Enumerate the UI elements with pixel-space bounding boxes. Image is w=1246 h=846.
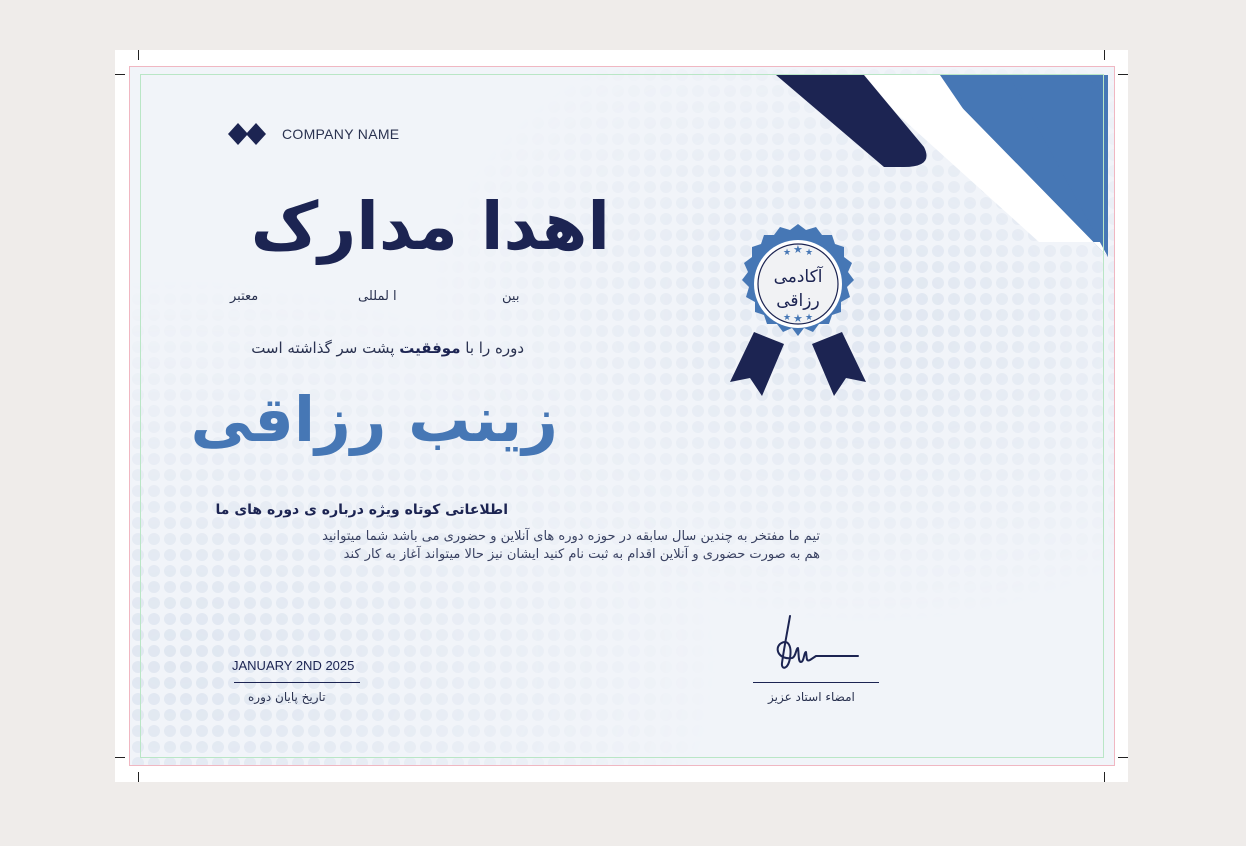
award-ribbon-icon <box>726 222 870 402</box>
svg-text:★: ★ <box>793 312 803 325</box>
info-paragraph <box>228 528 820 564</box>
signature-label: امضاء استاد عزیز <box>768 690 855 704</box>
info-line: هم به صورت حضوری و آنلاین اقدام به ثبت نام کنید ایشان نیز حالا میتواند آغاز به کار کند <box>343 547 820 562</box>
info-heading: اطلاعاتی کوتاه ویژه درباره ی دوره های ما <box>215 502 508 518</box>
completion-statement <box>228 339 524 357</box>
crop-mark <box>115 74 125 75</box>
svg-text:★: ★ <box>783 248 792 258</box>
subtitle-word: معتبر <box>230 289 259 304</box>
company-header <box>228 121 399 147</box>
badge-line2: رزاقی <box>776 291 820 311</box>
completion-date: JANUARY 2ND 2025 <box>232 658 355 673</box>
crop-mark <box>1118 74 1128 75</box>
recipient-name: زینب رزاقی <box>190 383 558 456</box>
signature-underline <box>753 682 879 683</box>
certificate-title: اهدا مدارک <box>250 188 610 265</box>
crop-mark <box>115 757 125 758</box>
crop-mark <box>138 50 139 60</box>
svg-text:★: ★ <box>793 243 803 256</box>
svg-text:★: ★ <box>805 313 814 323</box>
company-name: COMPANY NAME <box>282 126 400 142</box>
svg-text:★: ★ <box>805 248 814 258</box>
date-label: تاریخ پایان دوره <box>248 690 326 704</box>
info-line: تیم ما مفتخر به چندین سال سابقه در حوزه دوره های آنلاین و حضوری می باشد شما میتوانید <box>322 529 820 544</box>
crop-mark <box>1104 50 1105 60</box>
subtitle-word: ا لمللی <box>358 289 397 304</box>
crop-mark <box>1104 772 1105 782</box>
statement-prefix: دوره را با <box>465 339 524 357</box>
badge-line1: آکادمی <box>773 267 823 287</box>
subtitle-word: بین <box>502 289 520 304</box>
statement-emphasis: موفقیت <box>399 339 461 357</box>
crop-mark <box>138 772 139 782</box>
crop-mark <box>1118 757 1128 758</box>
date-underline <box>234 682 360 683</box>
signature-icon <box>770 608 862 680</box>
statement-suffix: پشت سر گذاشته است <box>251 339 395 357</box>
svg-text:★: ★ <box>783 313 792 323</box>
diamond-logo-icon <box>228 121 268 147</box>
